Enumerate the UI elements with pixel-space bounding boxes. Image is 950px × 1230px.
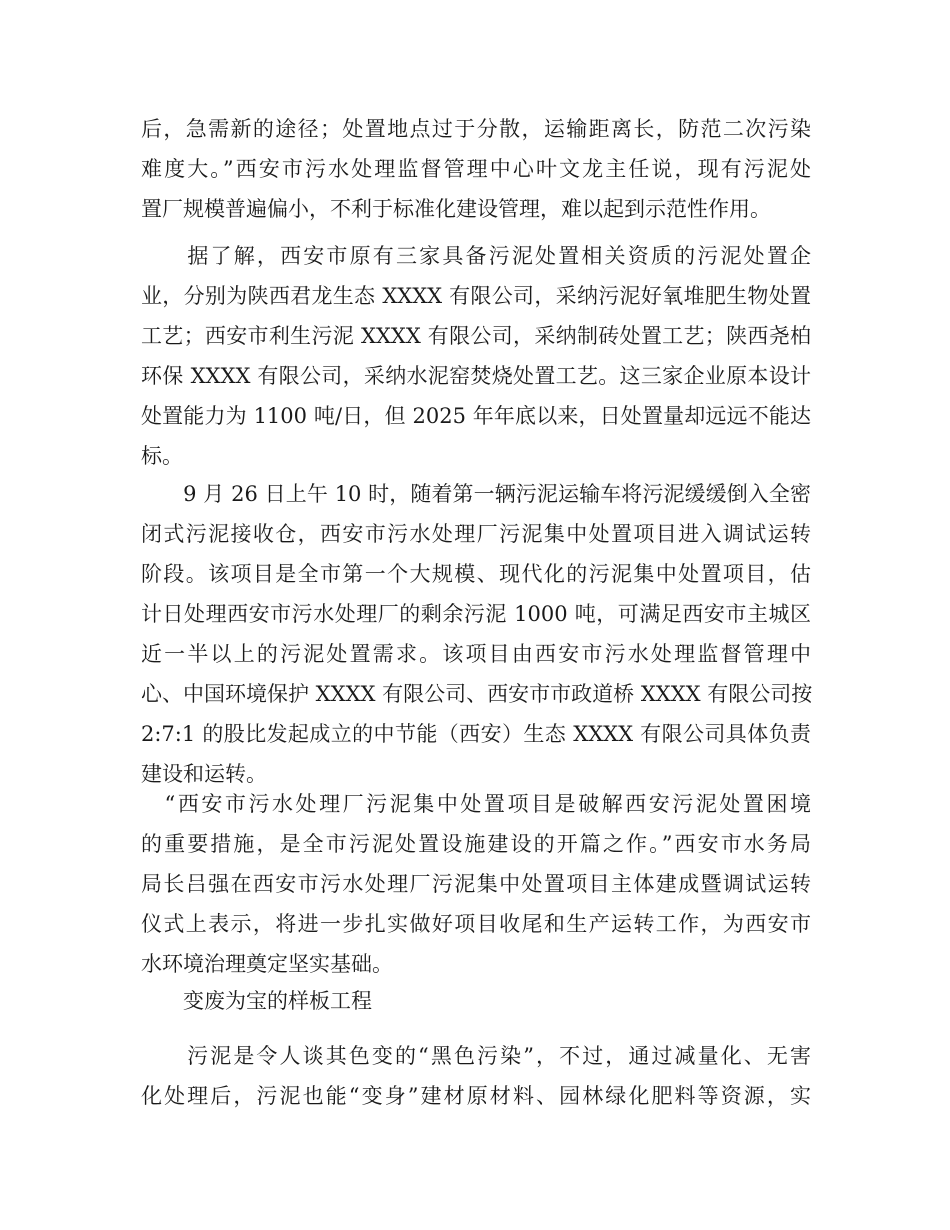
paragraph-1 [141,109,811,229]
text-line: 2:7:1 的股比发起成立的中节能（西安）生态 XXXX 有限公司具体负责 [141,722,811,746]
text-line: 置厂规模普遍偏小，不利于标准化建设管理，难以起到示范性作用。 [141,197,771,221]
section-heading [141,981,811,1021]
text-line: 仪式上表示，将进一步扎实做好项目收尾和生产运转工作，为西安市 [141,912,811,936]
text-line: 计日处理西安市污水处理厂的剩余污泥 1000 吨，可满足西安市主城区 [141,602,811,626]
text-line: 工艺；西安市利生污泥 XXXX 有限公司，采纳制砖处置工艺；陕西尧柏 [141,324,811,348]
text-line: 据了解，西安市原有三家具备污泥处置相关资质的污泥处置企 [141,244,811,268]
text-line: 近一半以上的污泥处置需求。该项目由西安市污水处理监督管理中 [141,642,811,666]
text-line: 心、中国环境保护 XXXX 有限公司、西安市市政道桥 XXXX 有限公司按 [141,682,813,706]
paragraph-4 [141,784,811,984]
text-line: 化处理后，污泥也能“变身”建材原材料、园林绿化肥料等资源，实 [141,1084,811,1108]
text-line: 闭式污泥接收仓，西安市污水处理厂污泥集中处置项目进入调试运转 [141,522,811,546]
text-line: 水环境治理奠定坚实基础。 [141,952,393,976]
text-line: 业，分别为陕西君龙生态 XXXX 有限公司，采纳污泥好氧堆肥生物处置 [141,284,811,308]
text-line: “西安市污水处理厂污泥集中处置项目是破解西安污泥处置困境 [141,792,811,816]
text-line: 处置能力为 1100 吨/日，但 2025 年年底以来，日处置量却远远不能达 [141,404,811,428]
text-line: 难度大。”西安市污水处理监督管理中心叶文龙主任说，现有污泥处 [141,157,811,181]
text-line: 标。 [141,444,183,468]
text-line: 污泥是令人谈其色变的“黑色污染”，不过，通过减量化、无害 [141,1044,811,1068]
text-line: 后，急需新的途径；处置地点过于分散，运输距离长，防范二次污染 [141,117,811,141]
paragraph-2 [141,236,811,476]
text-line: 变废为宝的样板工程 [141,989,372,1013]
text-line: 建设和运转。 [141,762,267,786]
text-line: 9 月 26 日上午 10 时，随着第一辆污泥运输车将污泥缓缓倒入全密 [141,482,811,506]
paragraph-6 [141,1036,811,1116]
text-line: 的重要措施，是全市污泥处置设施建设的开篇之作。”西安市水务局 [141,832,811,856]
text-line: 局长吕强在西安市污水处理厂污泥集中处置项目主体建成暨调试运转 [141,872,811,896]
text-line: 阶段。该项目是全市第一个大规模、现代化的污泥集中处置项目，估 [141,562,811,586]
paragraph-3 [141,474,811,794]
text-line: 环保 XXXX 有限公司，采纳水泥窑焚烧处置工艺。这三家企业原本设计 [141,364,811,388]
